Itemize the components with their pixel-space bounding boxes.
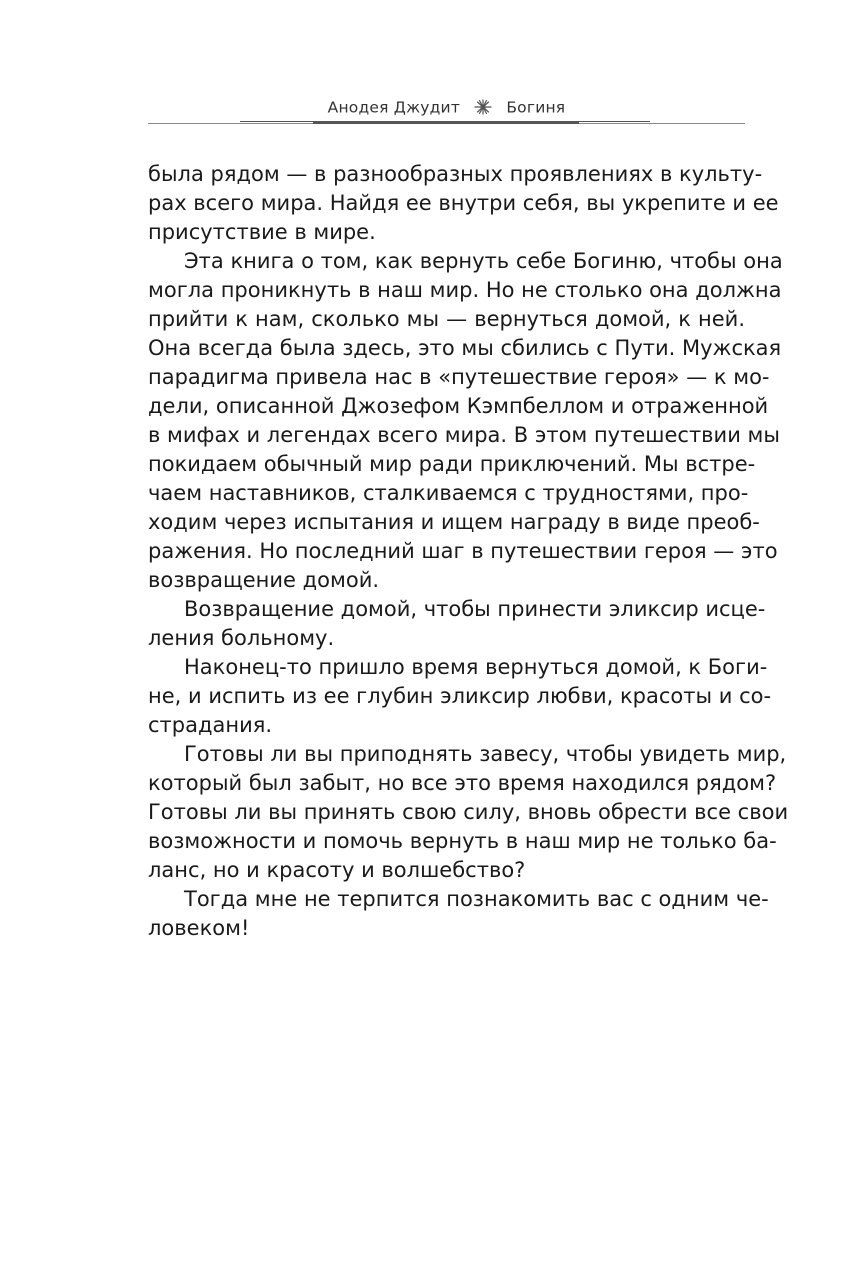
text-line: ражения. Но последний шаг в путешествии героя — это [148, 539, 778, 563]
text-line: возвращение домой. [148, 568, 380, 592]
text-line: дели, описанной Джозефом Кэмпбеллом и отраженной [148, 394, 769, 418]
text-line: Готовы ли вы приподнять завесу, чтобы увидеть мир, [184, 742, 787, 766]
text-line: Возвращение домой, чтобы принести эликсир исце- [184, 597, 766, 621]
text-line: ловеком! [148, 916, 250, 940]
text-line: ходим через испытания и ищем награду в виде преоб- [148, 510, 760, 534]
text-line: присутствие в мире. [148, 220, 376, 244]
text-line: была рядом — в разнообразных проявлениях в культу- [148, 162, 763, 186]
text-line: прийти к нам, сколько мы — вернуться домой, к ней. [148, 307, 745, 331]
sun-ornament-icon [473, 99, 493, 115]
text-line: возможности и помочь вернуть в наш мир не только ба- [148, 829, 777, 853]
text-line: чаем наставников, сталкиваемся с трудностями, про- [148, 481, 749, 505]
text-line: Тогда мне не терпится познакомить вас с одним че- [184, 887, 769, 911]
body-text [148, 160, 789, 943]
header-rule-accent-inner [313, 122, 579, 124]
text-line: Готовы ли вы принять свою силу, вновь обрести все свои [148, 800, 789, 824]
header-title: Богиня [506, 98, 566, 117]
text-line: не, и испить из ее глубин эликсир любви, красоты и со- [148, 684, 772, 708]
text-line: парадигма привела нас в «путешествие героя» — к мо- [148, 365, 770, 389]
header-author: Анодея Джудит [327, 98, 461, 117]
text-line: Наконец-то пришло время вернуться домой, к Боги- [184, 655, 768, 679]
text-line: Эта книга о том, как вернуть себе Богиню, чтобы она [184, 249, 783, 273]
text-line: в мифах и легендах всего мира. В этом путешествии мы [148, 423, 780, 447]
text-line: покидаем обычный мир ради приключений. Мы встре- [148, 452, 756, 476]
text-line: рах всего мира. Найдя ее внутри себя, вы укрепите и ее [148, 191, 779, 215]
header-line [148, 98, 745, 117]
text-line: ления больному. [148, 626, 335, 650]
text-line: могла проникнуть в наш мир. Но не столько она должна [148, 278, 782, 302]
text-line: который был забыт, но все это время находился рядом? [148, 771, 777, 795]
running-header [148, 96, 745, 128]
text-line: Она всегда была здесь, это мы сбились с Пути. Мужская [148, 336, 782, 360]
text-line: ланс, но и красоту и волшебство? [148, 858, 526, 882]
text-line: страдания. [148, 713, 273, 737]
